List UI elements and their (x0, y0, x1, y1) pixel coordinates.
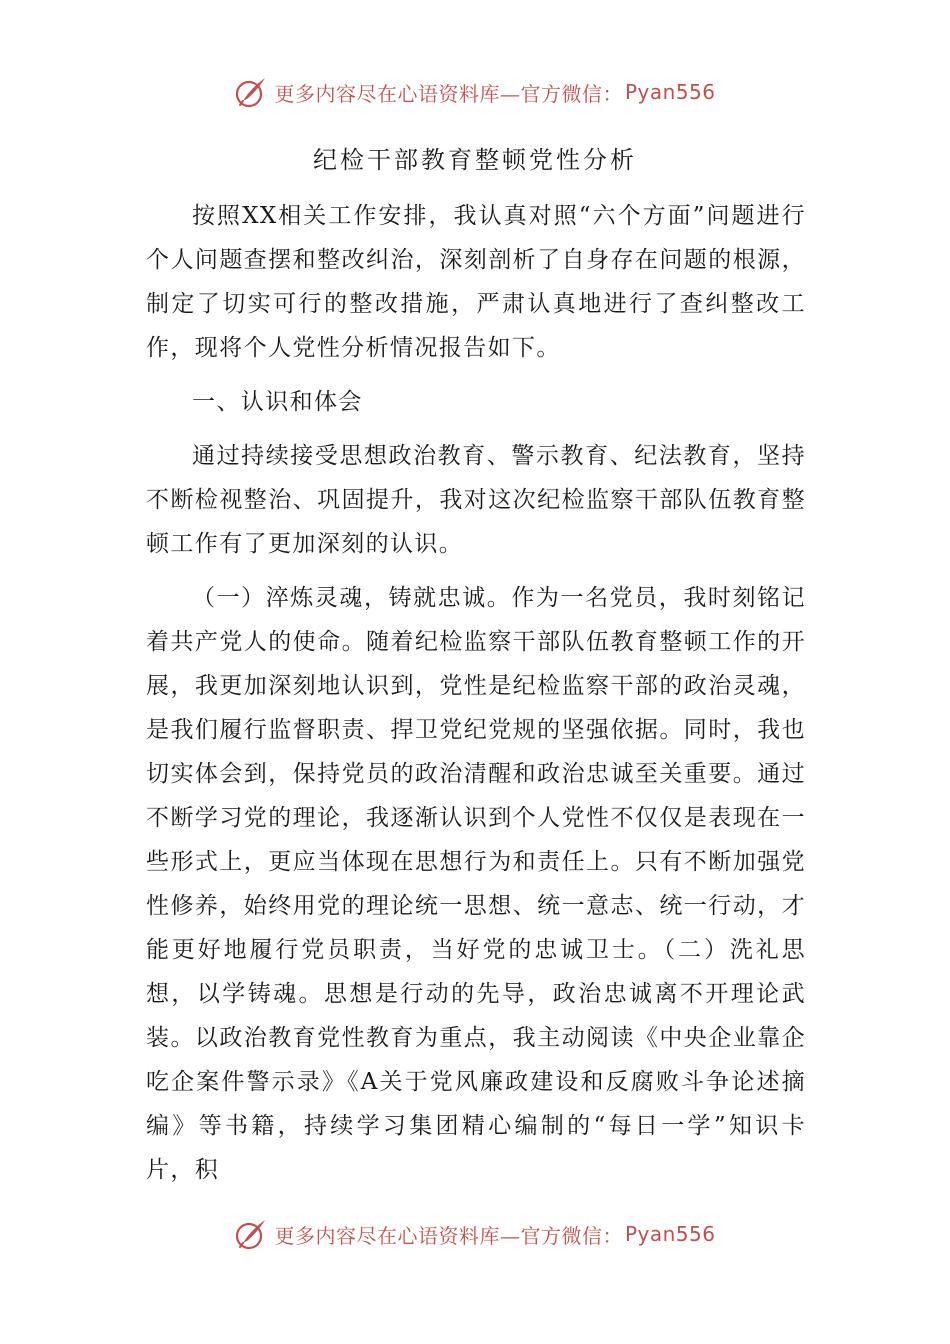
watermark-footer (0, 1212, 950, 1256)
paragraph-main: （一）淬炼灵魂，铸就忠诚。作为一名党员，我时刻铭记着共产党人的使命。随着纪检监察干部队伍教育整顿工作的开展，我更加深刻地认识到，党性是纪检监察干部的政治灵魂，是我们履行监督职责、捍卫党纪党规的坚强依据。同时，我也切实体会到，保持党员的政治清醒和政治忠诚至关重要。通过不断学习党的理论，我逐渐认识到个人党性不仅仅是表现在一些形式上，更应当体现在思想行为和责任上。只有不断加强党性修养，始终用党的理论统一思想、统一意志、统一行动，才能更好地履行党员职责，当好党的忠诚卫士。（二）洗礼思想，以学铸魂。思想是行动的先导，政治忠诚离不开理论武装。以政治教育党性教育为重点，我主动阅读《中央企业靠企吃企案件警示录》《A关于党风廉政建设和反腐败斗争论述摘编》等书籍，持续学习集团精心编制的“每日一学”知识卡片，积 (146, 585, 806, 1183)
watermark-handle: Pyan556 (624, 1222, 716, 1246)
quill-logo-icon (234, 75, 268, 109)
watermark-header (0, 70, 950, 114)
document-title: 纪检干部教育整顿党性分析 (313, 146, 637, 174)
section-heading: 一、认识和体会 (192, 389, 363, 415)
watermark-text: 更多内容尽在心语资料库—官方微信： (274, 81, 623, 106)
paragraph-intro: 按照XX相关工作安排，我认真对照“六个方面”问题进行个人问题查摆和整改纠治，深刻剖析了自身存在问题的根源，制定了切实可行的整改措施，严肃认真地进行了查纠整改工作，现将个人党性分析情况报告如下。 (146, 203, 806, 361)
quill-logo-icon (234, 1217, 268, 1251)
watermark-text: 更多内容尽在心语资料库—官方微信： (274, 1223, 623, 1248)
document-body (146, 194, 806, 1202)
paragraph-section-intro: 通过持续接受思想政治教育、警示教育、纪法教育，坚持不断检视整治、巩固提升，我对这次纪检监察干部队伍教育整顿工作有了更加深刻的认识。 (146, 443, 806, 557)
watermark-handle: Pyan556 (624, 80, 716, 104)
